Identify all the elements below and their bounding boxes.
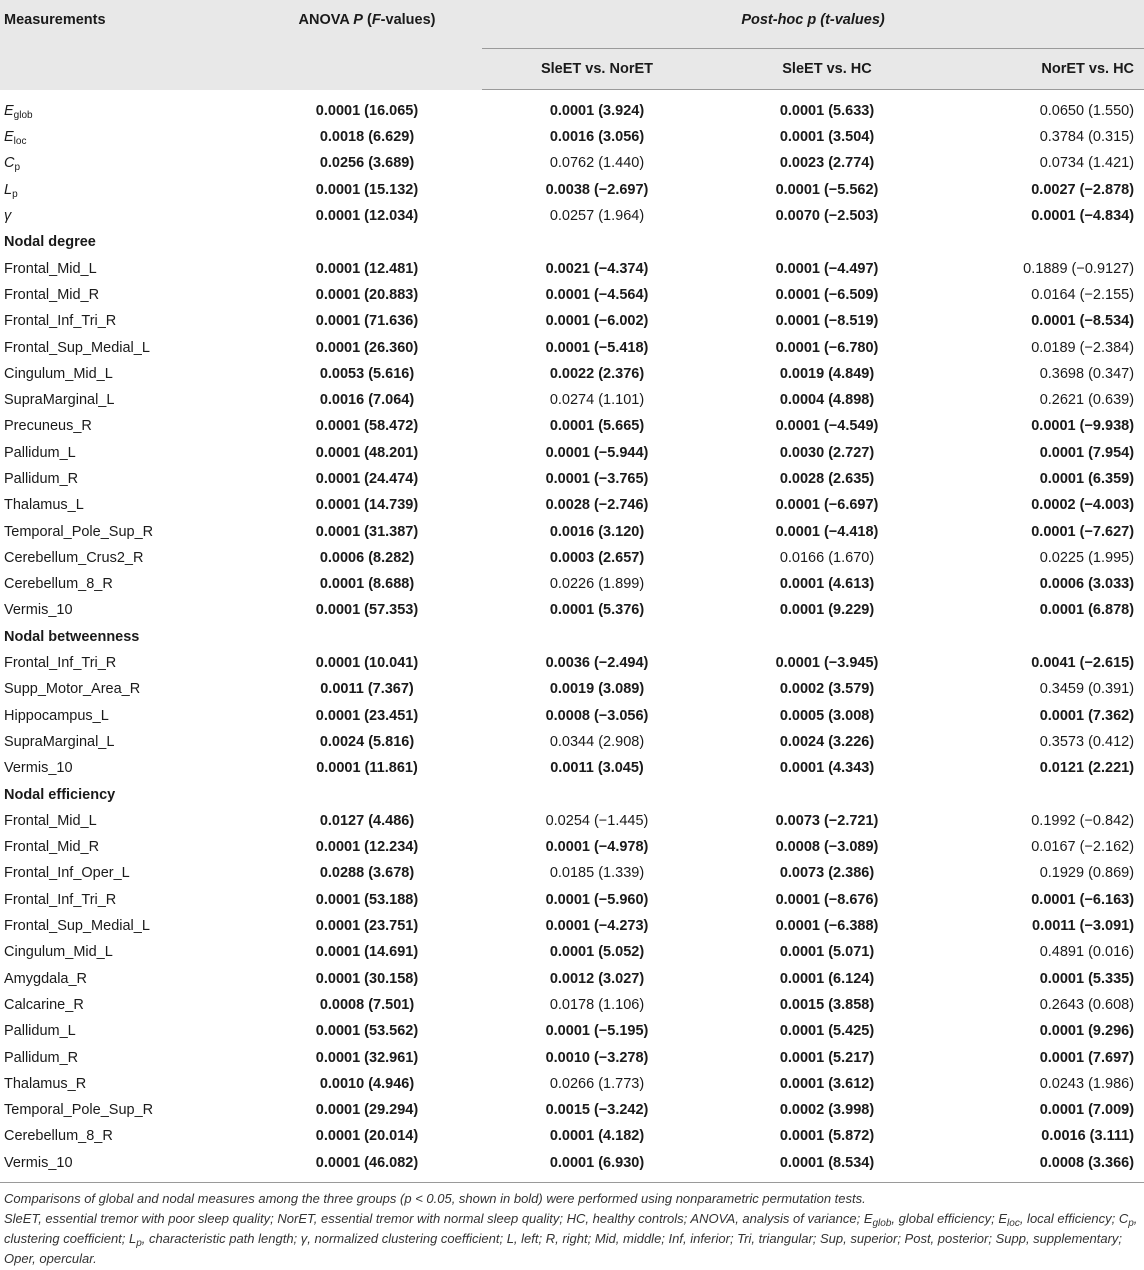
table-row: [0, 334, 1144, 360]
table-row: [0, 1018, 1144, 1044]
table-row: [0, 650, 1144, 676]
noret-vs-hc-value: 0.0001 (6.359): [1039, 471, 1135, 487]
measure-subscript: glob: [13, 109, 33, 121]
region-name: Pallidum_L: [4, 444, 76, 461]
noret-vs-hc-value: 0.0001 (5.335): [1039, 970, 1135, 987]
table-row: [0, 255, 1144, 281]
sleet-vs-noret-value: 0.0254 (−1.445): [545, 812, 649, 829]
sleet-vs-noret-value: 0.0001 (−4.978): [545, 839, 649, 856]
sleet-vs-noret-value: 0.0001 (5.665): [549, 418, 645, 435]
header-anova-rest: -values): [380, 12, 436, 28]
table-row: [0, 703, 1144, 729]
header-anova-f: F: [371, 12, 381, 28]
table-row: [0, 860, 1144, 886]
measure-subscript: p: [12, 188, 18, 200]
region-name: Precuneus_R: [4, 418, 92, 435]
sleet-vs-hc-value: 0.0001 (−3.945): [775, 655, 879, 672]
sleet-vs-hc-value: 0.0028 (2.635): [779, 471, 875, 487]
measure-subscript: loc: [13, 136, 27, 148]
table-row: [0, 1044, 1144, 1070]
anova-value: 0.0256 (3.689): [319, 155, 415, 172]
table-row: [0, 282, 1144, 308]
measure-subscript: p: [14, 162, 21, 174]
sleet-vs-noret-value: 0.0762 (1.440): [549, 155, 645, 172]
sleet-vs-hc-value: 0.0073 (−2.721): [775, 812, 879, 829]
anova-value: 0.0001 (16.065): [315, 102, 419, 119]
sleet-vs-hc-value: 0.0001 (−6.509): [775, 286, 879, 303]
sleet-vs-noret-value: 0.0001 (−4.564): [545, 286, 649, 303]
sleet-vs-noret-value: 0.0185 (1.339): [549, 865, 645, 882]
anova-value: 0.0001 (58.472): [315, 418, 419, 435]
sleet-vs-noret-value: 0.0001 (−5.195): [545, 1023, 649, 1040]
sleet-vs-noret-value: 0.0178 (1.106): [549, 996, 645, 1013]
measure-name: [0, 150, 252, 176]
header-anova-p: P: [353, 12, 363, 28]
noret-vs-hc-value: 0.2621 (0.639): [1039, 392, 1135, 409]
noret-vs-hc-value: 0.0167 (−2.162): [1031, 839, 1135, 856]
sleet-vs-noret-value: 0.0274 (1.101): [549, 392, 645, 409]
sleet-vs-hc-value: 0.0001 (4.613): [779, 576, 875, 593]
region-name: Hippocampus_L: [4, 707, 109, 724]
sleet-vs-hc-value: 0.0001 (9.229): [779, 602, 875, 619]
sleet-vs-noret-value: 0.0028 (−2.746): [545, 497, 649, 514]
table-row: [0, 1097, 1144, 1123]
anova-value: 0.0001 (12.234): [315, 839, 419, 856]
anova-value: 0.0001 (71.636): [315, 313, 419, 330]
sleet-vs-hc-value: 0.0001 (5.071): [779, 944, 875, 961]
anova-value: 0.0001 (48.201): [315, 444, 419, 461]
region-name: Vermis_10: [4, 602, 73, 619]
sleet-vs-hc-value: 0.0001 (−6.780): [775, 339, 879, 356]
footnote-methods: Comparisons of global and nodal measures among the three groups (p < 0.05, shown in bold) were performed using nonparametric permutation tests.: [4, 1190, 866, 1206]
region-name: Cerebellum_8_R: [4, 1128, 113, 1145]
anova-value: 0.0001 (53.188): [315, 891, 419, 908]
sleet-vs-hc-value: 0.0001 (3.612): [779, 1075, 875, 1092]
region-name: Frontal_Inf_Tri_R: [4, 313, 117, 330]
region-name: Amygdala_R: [4, 970, 88, 987]
sleet-vs-noret-value: 0.0012 (3.027): [549, 970, 645, 987]
table-row: [0, 966, 1144, 992]
table-row: [0, 1071, 1144, 1097]
noret-vs-hc-value: 0.0001 (−8.534): [1031, 313, 1135, 330]
sleet-vs-hc-value: 0.0008 (−3.089): [775, 839, 879, 856]
region-name: Vermis_10: [4, 760, 73, 777]
footnote-sub-loc: loc: [1007, 1217, 1020, 1229]
sleet-vs-hc-value: 0.0001 (5.217): [779, 1049, 875, 1066]
table-row: [0, 466, 1144, 492]
table-row: [0, 308, 1144, 334]
table-row: [0, 124, 1144, 150]
noret-vs-hc-value: 0.0016 (3.111): [1041, 1128, 1135, 1145]
region-name: Frontal_Inf_Tri_R: [4, 891, 117, 908]
region-name: Pallidum_L: [4, 1023, 76, 1040]
table-row: [0, 887, 1144, 913]
region-name: Frontal_Sup_Medial_L: [4, 918, 150, 935]
noret-vs-hc-value: 0.0001 (7.697): [1039, 1049, 1135, 1066]
sleet-vs-noret-value: 0.0015 (−3.242): [545, 1102, 649, 1119]
sleet-vs-hc-value: 0.0030 (2.727): [779, 444, 875, 461]
sleet-vs-hc-value: 0.0005 (3.008): [779, 707, 875, 724]
anova-value: 0.0001 (23.751): [315, 918, 419, 935]
anova-value: 0.0001 (10.041): [315, 655, 419, 672]
section-title: Nodal efficiency: [4, 786, 116, 803]
region-name: Vermis_10: [4, 1154, 73, 1171]
table-footnote: [0, 1182, 1144, 1269]
anova-value: 0.0001 (32.961): [315, 1049, 419, 1066]
sleet-vs-hc-value: 0.0001 (−4.549): [775, 418, 879, 435]
region-name: Frontal_Mid_R: [4, 839, 100, 856]
sleet-vs-noret-value: 0.0001 (−4.273): [545, 918, 649, 935]
sleet-vs-hc-value: 0.0001 (−6.697): [775, 497, 879, 514]
sleet-vs-hc-value: 0.0001 (−5.562): [775, 181, 879, 198]
sleet-vs-noret-value: 0.0036 (−2.494): [545, 655, 649, 672]
sleet-vs-noret-value: 0.0001 (−5.960): [545, 891, 649, 908]
table-header: [0, 0, 1144, 90]
sleet-vs-noret-value: 0.0266 (1.773): [549, 1075, 645, 1092]
noret-vs-hc-value: 0.0121 (2.221): [1039, 760, 1135, 777]
noret-vs-hc-value: 0.0001 (−7.627): [1031, 523, 1135, 540]
sleet-vs-hc-value: 0.0015 (3.858): [779, 996, 875, 1013]
measure-name: [0, 124, 252, 150]
sleet-vs-noret-value: 0.0001 (6.930): [549, 1154, 645, 1171]
sleet-vs-hc-value: 0.0023 (2.774): [779, 155, 875, 172]
anova-value: 0.0001 (12.034): [315, 208, 419, 225]
noret-vs-hc-value: 0.0006 (3.033): [1039, 576, 1135, 593]
footnote-abbreviations: [4, 1209, 1140, 1269]
table-row: [0, 834, 1144, 860]
region-name: Calcarine_R: [4, 996, 84, 1013]
noret-vs-hc-value: 0.3573 (0.412): [1039, 733, 1135, 750]
section-header-row: [0, 624, 1144, 650]
table-row: [0, 1123, 1144, 1149]
table-row: [0, 387, 1144, 413]
region-name: Supp_Motor_Area_R: [4, 681, 141, 698]
anova-value: 0.0001 (26.360): [315, 339, 419, 356]
region-name: Temporal_Pole_Sup_R: [4, 1102, 154, 1119]
table-row: [0, 440, 1144, 466]
noret-vs-hc-value: 0.0001 (7.954): [1039, 444, 1135, 461]
noret-vs-hc-value: 0.0001 (−4.834): [1031, 208, 1135, 225]
region-name: Cerebellum_Crus2_R: [4, 549, 144, 566]
noret-vs-hc-value: 0.0001 (6.878): [1039, 602, 1135, 619]
noret-vs-hc-value: 0.4891 (0.016): [1039, 944, 1135, 961]
table-row: [0, 203, 1144, 229]
sleet-vs-noret-value: 0.0016 (3.120): [549, 523, 645, 540]
anova-value: 0.0001 (15.132): [315, 181, 419, 198]
sleet-vs-hc-value: 0.0166 (1.670): [779, 549, 875, 566]
noret-vs-hc-value: 0.0011 (−3.091): [1032, 918, 1135, 935]
anova-value: 0.0001 (57.353): [315, 602, 419, 619]
header-posthoc: [482, 0, 1144, 49]
anova-value: 0.0001 (8.688): [319, 576, 415, 593]
sleet-vs-hc-value: 0.0001 (−6.388): [775, 918, 879, 935]
anova-value: 0.0001 (20.883): [315, 286, 419, 303]
table-row: [0, 992, 1144, 1018]
measure-symbol: E: [4, 102, 14, 119]
table-row: [0, 90, 1144, 125]
anova-value: 0.0001 (14.739): [315, 497, 419, 514]
anova-value: 0.0001 (30.158): [315, 970, 419, 987]
section-title: Nodal degree: [4, 234, 96, 251]
header-posthoc-label: Post-hoc p (t-values): [741, 12, 885, 28]
header-measurements: [0, 0, 252, 90]
region-name: Cerebellum_8_R: [4, 576, 113, 593]
region-name: Frontal_Mid_R: [4, 286, 100, 303]
table-row: [0, 597, 1144, 623]
table-row: [0, 808, 1144, 834]
sleet-vs-hc-value: 0.0002 (3.579): [779, 681, 875, 698]
noret-vs-hc-value: 0.0734 (1.421): [1039, 155, 1135, 172]
noret-vs-hc-value: 0.0001 (7.009): [1039, 1102, 1135, 1119]
anova-value: 0.0008 (7.501): [319, 996, 415, 1013]
noret-vs-hc-value: 0.0041 (−2.615): [1031, 655, 1135, 672]
sleet-vs-noret-value: 0.0016 (3.056): [549, 129, 645, 146]
table-row: [0, 913, 1144, 939]
region-name: Thalamus_L: [4, 497, 84, 514]
sleet-vs-noret-value: 0.0038 (−2.697): [545, 181, 649, 198]
anova-value: 0.0001 (14.691): [315, 944, 419, 961]
sleet-vs-noret-value: 0.0001 (5.376): [549, 602, 645, 619]
table-row: [0, 545, 1144, 571]
sleet-vs-hc-value: 0.0001 (5.425): [779, 1023, 875, 1040]
footnote-abbr-a: SleET, essential tremor with poor sleep quality; NorET, essential tremor with normal sleep quality; HC, healthy controls; ANOVA, analysis of variance; E: [4, 1210, 873, 1226]
anova-value: 0.0001 (29.294): [315, 1102, 419, 1119]
table-row: [0, 518, 1144, 544]
sleet-vs-noret-value: 0.0003 (2.657): [549, 549, 645, 566]
noret-vs-hc-value: 0.0001 (−6.163): [1031, 891, 1135, 908]
noret-vs-hc-value: 0.3784 (0.315): [1039, 129, 1135, 146]
sleet-vs-noret-value: 0.0001 (4.182): [549, 1128, 645, 1145]
noret-vs-hc-value: 0.0650 (1.550): [1039, 103, 1135, 119]
noret-vs-hc-value: 0.0002 (−4.003): [1031, 497, 1135, 514]
measure-symbol: C: [4, 155, 15, 172]
sleet-vs-noret-value: 0.0010 (−3.278): [545, 1049, 649, 1066]
noret-vs-hc-value: 0.0001 (7.362): [1039, 707, 1135, 724]
sleet-vs-noret-value: 0.0019 (3.089): [549, 681, 645, 698]
region-name: Pallidum_R: [4, 1049, 79, 1066]
table-row: [0, 1150, 1144, 1176]
sleet-vs-noret-value: 0.0344 (2.908): [549, 733, 645, 750]
sleet-vs-noret-value: 0.0001 (−5.944): [545, 444, 649, 461]
sleet-vs-noret-value: 0.0226 (1.899): [549, 576, 645, 593]
noret-vs-hc-value: 0.0243 (1.986): [1039, 1075, 1135, 1092]
anova-value: 0.0016 (7.064): [319, 392, 415, 409]
noret-vs-hc-value: 0.0225 (1.995): [1039, 549, 1135, 566]
footnote-abbr-b: , global efficiency; E: [891, 1210, 1008, 1226]
noret-vs-hc-value: 0.0001 (−9.938): [1031, 418, 1135, 435]
measure-name: [0, 203, 252, 229]
region-name: Cingulum_Mid_L: [4, 365, 113, 382]
section-title: Nodal betweenness: [4, 628, 140, 645]
anova-value: 0.0001 (31.387): [315, 523, 419, 540]
table-row: [0, 755, 1144, 781]
anova-value: 0.0001 (12.481): [315, 260, 419, 277]
header-anova: [252, 0, 482, 90]
noret-vs-hc-value: 0.0001 (9.296): [1039, 1023, 1135, 1040]
sleet-vs-hc-value: 0.0073 (2.386): [779, 865, 875, 882]
anova-value: 0.0024 (5.816): [319, 733, 415, 750]
sleet-vs-hc-value: 0.0001 (6.124): [779, 970, 875, 987]
anova-value: 0.0011 (7.367): [320, 681, 414, 698]
footnote-sub-cp: p: [1128, 1217, 1134, 1229]
header-col-sleet-vs-noret: SleET vs. NorET: [482, 49, 712, 90]
sleet-vs-hc-value: 0.0001 (−8.676): [775, 891, 879, 908]
noret-vs-hc-value: 0.0189 (−2.384): [1031, 339, 1135, 356]
section-header-row: [0, 229, 1144, 255]
table-row: [0, 413, 1144, 439]
anova-value: 0.0001 (11.861): [316, 760, 418, 777]
table-row: [0, 177, 1144, 203]
sleet-vs-hc-value: 0.0001 (3.504): [779, 129, 875, 146]
sleet-vs-noret-value: 0.0021 (−4.374): [545, 260, 649, 277]
table-row: [0, 729, 1144, 755]
noret-vs-hc-value: 0.1889 (−0.9127): [1023, 260, 1135, 277]
footnote-abbr-c: , local efficiency; C: [1019, 1210, 1129, 1226]
region-name: Thalamus_R: [4, 1075, 87, 1092]
sleet-vs-hc-value: 0.0001 (−4.418): [775, 523, 879, 540]
sleet-vs-noret-value: 0.0011 (3.045): [550, 760, 644, 777]
table-row: [0, 492, 1144, 518]
footnote-sub-lp: p: [136, 1237, 142, 1249]
anova-value: 0.0288 (3.678): [319, 865, 415, 882]
sleet-vs-hc-value: 0.0001 (5.872): [779, 1128, 875, 1145]
sleet-vs-hc-value: 0.0004 (4.898): [779, 392, 875, 409]
region-name: Frontal_Mid_L: [4, 260, 97, 277]
sleet-vs-noret-value: 0.0257 (1.964): [549, 208, 645, 225]
sleet-vs-hc-value: 0.0001 (−8.519): [775, 313, 879, 330]
header-col-sleet-vs-hc: SleET vs. HC: [712, 49, 942, 90]
footnote-sub-glob: glob: [872, 1217, 892, 1229]
noret-vs-hc-value: 0.3698 (0.347): [1039, 365, 1135, 382]
noret-vs-hc-value: 0.3459 (0.391): [1039, 681, 1135, 698]
region-name: Temporal_Pole_Sup_R: [4, 523, 154, 540]
header-measurements-label: Measurements: [4, 12, 106, 28]
anova-value: 0.0127 (4.486): [319, 812, 415, 829]
sleet-vs-hc-value: 0.0024 (3.226): [779, 733, 875, 750]
anova-value: 0.0001 (24.474): [315, 471, 419, 487]
anova-value: 0.0001 (53.562): [315, 1023, 419, 1040]
noret-vs-hc-value: 0.0008 (3.366): [1039, 1154, 1135, 1171]
region-name: SupraMarginal_L: [4, 733, 115, 750]
table-row: [0, 361, 1144, 387]
sleet-vs-noret-value: 0.0001 (−5.418): [545, 339, 649, 356]
table-row: [0, 676, 1144, 702]
measure-symbol: γ: [4, 208, 12, 225]
footnote-abbr-e: , characteristic path length; γ, normalized clustering coefficient; L, left; R, right; Mid, middle; Inf, inferior; Tri, triangular; Sup, superior; Post, posterior; Supp, supplementary; Oper, opercular.: [4, 1230, 1123, 1266]
sleet-vs-hc-value: 0.0001 (4.343): [779, 760, 875, 777]
region-name: Frontal_Inf_Tri_R: [4, 655, 117, 672]
sleet-vs-noret-value: 0.0008 (−3.056): [545, 707, 649, 724]
region-name: Frontal_Sup_Medial_L: [4, 339, 150, 356]
region-name: Frontal_Mid_L: [4, 812, 97, 829]
section-header-row: [0, 781, 1144, 807]
anova-value: 0.0001 (23.451): [315, 707, 419, 724]
noret-vs-hc-value: 0.1992 (−0.842): [1031, 812, 1135, 829]
sleet-vs-hc-value: 0.0001 (5.633): [779, 103, 875, 119]
noret-vs-hc-value: 0.0164 (−2.155): [1031, 286, 1135, 303]
footnote-abbr-d: , clustering coefficient; L: [4, 1210, 1138, 1246]
sleet-vs-noret-value: 0.0022 (2.376): [549, 365, 645, 382]
anova-value: 0.0001 (46.082): [315, 1154, 419, 1171]
table-row: [0, 939, 1144, 965]
table-row: [0, 150, 1144, 176]
sleet-vs-noret-value: 0.0001 (−6.002): [545, 313, 649, 330]
header-anova-prefix: ANOVA: [298, 12, 354, 28]
anova-value: 0.0018 (6.629): [319, 129, 415, 146]
sleet-vs-hc-value: 0.0001 (8.534): [779, 1154, 875, 1171]
sleet-vs-hc-value: 0.0002 (3.998): [779, 1102, 875, 1119]
header-anova-open: (: [362, 12, 372, 28]
noret-vs-hc-value: 0.2643 (0.608): [1039, 996, 1135, 1013]
sleet-vs-hc-value: 0.0070 (−2.503): [775, 208, 879, 225]
region-name: Frontal_Inf_Oper_L: [4, 865, 130, 882]
sleet-vs-hc-value: 0.0019 (4.849): [779, 365, 875, 382]
sleet-vs-noret-value: 0.0001 (5.052): [549, 944, 645, 961]
noret-vs-hc-value: 0.1929 (0.869): [1039, 865, 1135, 882]
anova-value: 0.0006 (8.282): [319, 549, 415, 566]
measure-name: [0, 177, 252, 203]
noret-vs-hc-value: 0.0027 (−2.878): [1031, 181, 1135, 198]
measure-symbol: E: [4, 129, 14, 146]
sleet-vs-noret-value: 0.0001 (3.924): [549, 103, 645, 119]
header-col-noret-vs-hc: NorET vs. HC: [942, 49, 1144, 90]
region-name: Cingulum_Mid_L: [4, 944, 113, 961]
table-row: [0, 571, 1144, 597]
sleet-vs-hc-value: 0.0001 (−4.497): [775, 260, 879, 277]
region-name: Pallidum_R: [4, 471, 79, 487]
anova-value: 0.0053 (5.616): [319, 365, 415, 382]
anova-value: 0.0001 (20.014): [315, 1128, 419, 1145]
measure-name: [0, 90, 252, 125]
anova-value: 0.0010 (4.946): [319, 1075, 415, 1092]
region-name: SupraMarginal_L: [4, 392, 115, 409]
table-body: [0, 90, 1144, 1176]
sleet-vs-noret-value: 0.0001 (−3.765): [545, 471, 649, 487]
measure-symbol: L: [4, 181, 13, 198]
